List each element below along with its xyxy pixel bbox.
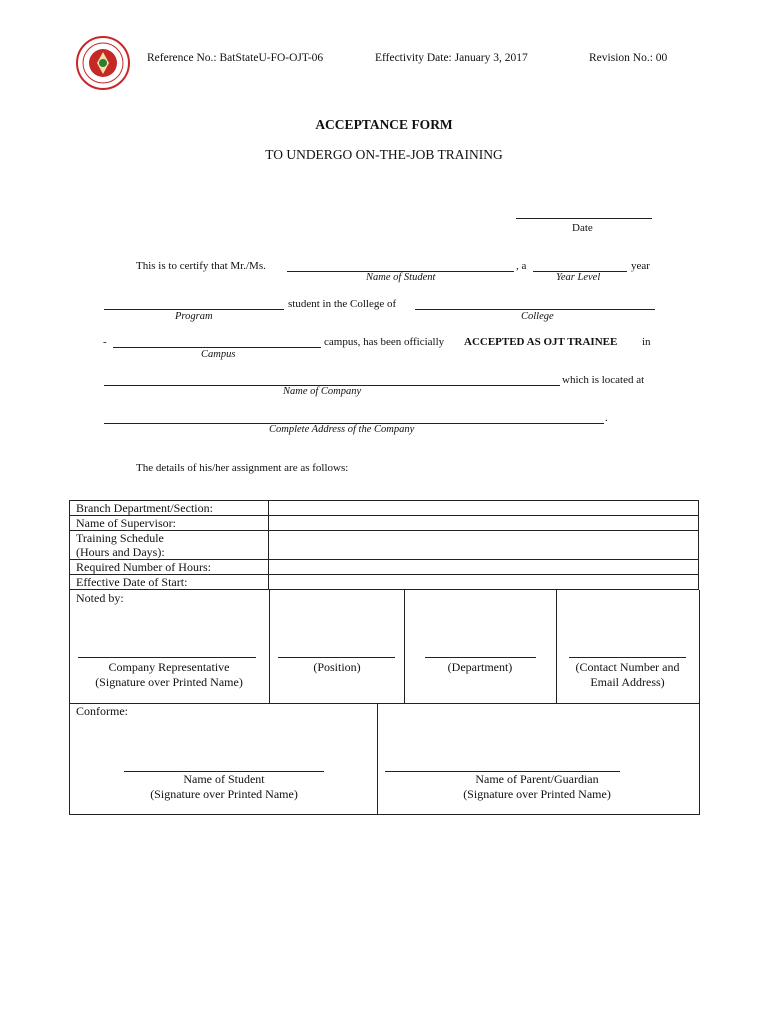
company-rep-signature-line[interactable] (78, 657, 256, 658)
hours-field[interactable] (269, 560, 699, 575)
branch-field[interactable] (269, 501, 699, 516)
program-line[interactable] (104, 309, 284, 310)
caption-company-address: Complete Address of the Company (269, 424, 415, 435)
college-text: student in the College of (288, 298, 397, 310)
position-caption: (Position) (313, 660, 361, 674)
noted-divider-2 (404, 590, 405, 703)
date-line[interactable] (516, 218, 652, 219)
start-date-label: Effective Date of Start: (70, 575, 269, 590)
conforme-label: Conforme: (76, 704, 128, 718)
details-intro: The details of his/her assignment are as follows: (136, 462, 349, 474)
parent-name-label: Name of Parent/Guardian (475, 772, 599, 786)
contact-label-1: (Contact Number and (575, 660, 680, 674)
campus-line[interactable] (113, 347, 321, 348)
department-caption: (Department) (447, 660, 513, 674)
table-row (70, 575, 699, 590)
parent-sig-label: (Signature over Printed Name) (463, 787, 611, 801)
caption-campus: Campus (201, 349, 236, 360)
table-row (70, 560, 699, 575)
noted-by-label: Noted by: (76, 591, 124, 605)
student-caption (112, 772, 336, 802)
supervisor-field[interactable] (269, 516, 699, 531)
schedule-label-cell (70, 531, 269, 560)
year-text: year (631, 260, 650, 272)
position-line[interactable] (278, 657, 395, 658)
located-text: which is located at (562, 374, 645, 386)
certify-text: This is to certify that Mr./Ms. (136, 260, 266, 272)
schedule-field[interactable] (269, 531, 699, 560)
revision-number: Revision No.: 00 (589, 52, 668, 64)
contact-line[interactable] (569, 657, 686, 658)
supervisor-label: Name of Supervisor: (70, 516, 269, 531)
accepted-text: campus, has been officially (324, 336, 445, 348)
date-label: Date (572, 222, 593, 234)
in-text: in (642, 336, 651, 348)
branch-label: Branch Department/Section: (70, 501, 269, 516)
table-row (70, 531, 699, 560)
comma-a-text: , a (516, 260, 527, 272)
form-title: ACCEPTANCE FORM (315, 117, 453, 132)
contact-label-2: Email Address) (590, 675, 665, 689)
conforme-divider (377, 703, 378, 814)
company-rep-caption (70, 660, 268, 690)
caption-name-of-company: Name of Company (283, 386, 362, 397)
accepted-bold-text: ACCEPTED AS OJT TRAINEE (464, 336, 618, 348)
caption-college: College (521, 311, 554, 322)
noted-divider-1 (269, 590, 270, 703)
dash-text: - (103, 336, 107, 348)
schedule-label: Training Schedule (76, 531, 164, 545)
company-rep-sig-label: (Signature over Printed Name) (95, 675, 243, 689)
table-row (70, 501, 699, 516)
contact-caption (557, 660, 698, 690)
parent-caption (425, 772, 649, 802)
form-subtitle: TO UNDERGO ON-THE-JOB TRAINING (265, 147, 503, 162)
schedule-label-2: (Hours and Days): (76, 545, 165, 559)
period-text: . (605, 412, 608, 424)
effectivity-date: Effectivity Date: January 3, 2017 (375, 52, 528, 64)
company-rep-label: Company Representative (108, 660, 230, 674)
hours-label: Required Number of Hours: (70, 560, 269, 575)
reference-number: Reference No.: BatStateU-FO-OJT-06 (147, 52, 324, 64)
caption-year-level: Year Level (556, 272, 601, 283)
start-date-field[interactable] (269, 575, 699, 590)
assignment-details-table (69, 500, 699, 590)
student-sig-label: (Signature over Printed Name) (150, 787, 298, 801)
university-seal-logo (76, 36, 130, 90)
table-row (70, 516, 699, 531)
caption-name-of-student: Name of Student (366, 272, 436, 283)
caption-program: Program (175, 311, 213, 322)
student-name-label: Name of Student (183, 772, 265, 786)
department-line[interactable] (425, 657, 536, 658)
college-line[interactable] (415, 309, 655, 310)
